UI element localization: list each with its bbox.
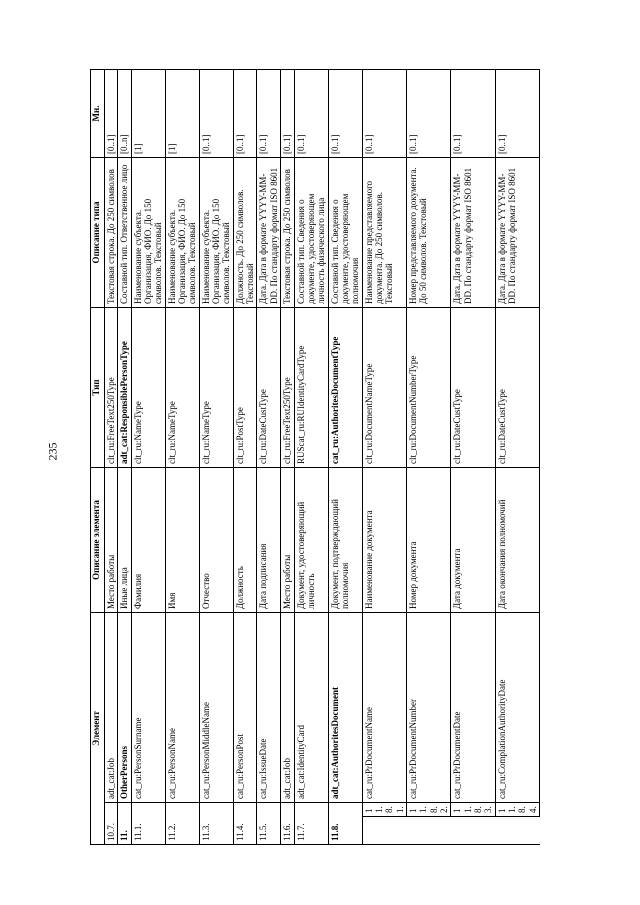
table-row [105, 69, 118, 844]
row-type: clt_ru:DocumentNumberType [406, 307, 450, 467]
table-row [495, 69, 539, 844]
rotated-table-container [90, 70, 540, 845]
row-type: clt_ru:NameType [165, 307, 199, 467]
row-element: adt_cat:IdentityCard [294, 612, 328, 802]
row-description: Дата окончания полномочий [495, 467, 539, 612]
row-number: 10.7. [105, 803, 118, 845]
row-number: 11.6. [281, 803, 294, 845]
row-type-description: Должность. До 250 символов. Текстовый [233, 157, 257, 307]
table-row [165, 69, 199, 844]
row-multiplicity: [0..1] [233, 69, 257, 157]
row-number: 11.8.1. [362, 803, 406, 817]
row-element: cat_ru:ComplationAuthorityDate [495, 612, 539, 802]
row-multiplicity: [0..1] [281, 69, 294, 157]
table-row [199, 69, 233, 844]
row-number: 11.4. [233, 803, 257, 845]
row-number: 11.8.2. [406, 803, 450, 817]
row-type-description: Текстовая строка. До 250 символов [105, 157, 118, 307]
row-type: clt_ru:PostType [233, 307, 257, 467]
row-multiplicity: [0..1] [105, 69, 118, 157]
row-type: clt_ru:NameType [199, 307, 233, 467]
row-multiplicity: [0..1] [495, 69, 539, 157]
row-multiplicity: [0..1] [362, 69, 406, 157]
row-description: Должность [233, 467, 257, 612]
row-type-description: Наименование субъекта. Организация, ФИО. До 150 символов. Текстовый [131, 157, 165, 307]
row-description: Документ, подтверждающий полномочия [328, 467, 362, 612]
table-row [233, 69, 257, 844]
row-element: cat_ru:PersonSurname [131, 612, 165, 802]
row-element: adt_cat:Job [105, 612, 118, 802]
row-type-description: Наименование субъекта. Организация, ФИО. До 150 символов. Текстовый [199, 157, 233, 307]
row-type: clt_ru:DateCustType [495, 307, 539, 467]
table-row [118, 69, 131, 844]
row-multiplicity: [0..1] [328, 69, 362, 157]
row-number: 11.8. [328, 803, 362, 845]
row-type-description: Составной тип. Сведения о документе, удостоверяющем полномочия [328, 157, 362, 307]
row-number: 11.8.4. [495, 803, 539, 817]
row-element: adt_cat:Job [281, 612, 294, 802]
table-row [406, 69, 450, 844]
row-number: 11.3. [199, 803, 233, 845]
row-element: OtherPersons [118, 612, 131, 802]
row-type: clt_ru:NameType [131, 307, 165, 467]
row-number: 11.5. [257, 803, 281, 845]
table-row [362, 69, 406, 844]
row-type: clt_ru:DateCustType [257, 307, 281, 467]
header-multiplicity: Мн. [91, 69, 105, 157]
row-type-description: Дата. Дата в формате YYYY-MM-DD. По стандарту формат ISO 8601 [257, 157, 281, 307]
row-element: cat_ru:PrDocumentDate [451, 612, 495, 802]
row-number: 11.8.3. [451, 803, 495, 817]
row-type-description: Наименование субъекта. Организация, ФИО. До 150 символов. Текстовый [165, 157, 199, 307]
row-type: cat_ru:AuthoritesDocumentType [328, 307, 362, 467]
row-element: cat_ru:PersonPost [233, 612, 257, 802]
row-multiplicity: [0..1] [294, 69, 328, 157]
row-description: Документ, удостоверяющий личность [294, 467, 328, 612]
row-multiplicity: [0..1] [451, 69, 495, 157]
row-type: clt_ru:DateCustType [451, 307, 495, 467]
header-description: Описание элемента [91, 467, 105, 612]
row-type-description: Номер представляемого документа. До 50 символов. Текстовый [406, 157, 450, 307]
table-row [328, 69, 362, 844]
row-description: Фамилия [131, 467, 165, 612]
row-element: cat_ru:PersonMiddleName [199, 612, 233, 802]
table-row [257, 69, 281, 844]
row-number: 11.7. [294, 803, 328, 845]
row-type-description: Текстовая строка. До 250 символов [281, 157, 294, 307]
row-multiplicity: [1] [131, 69, 165, 157]
indent-cell [362, 817, 540, 845]
row-multiplicity: [0..n] [118, 69, 131, 157]
row-number: 11.2. [165, 803, 199, 845]
row-type-description: Дата. Дата в формате YYYY-MM-DD. По стандарту формат ISO 8601 [495, 157, 539, 307]
row-description: Наименование документа [362, 467, 406, 612]
row-type: clt_ru:FreeText250Type [281, 307, 294, 467]
row-element: cat_ru:PrDocumentNumber [406, 612, 450, 802]
row-type: RUScat_ru:RUIdentityCardType [294, 307, 328, 467]
row-type: clt_ru:DocumentNameType [362, 307, 406, 467]
header-type-description: Описание типа [91, 157, 105, 307]
row-type-description: Дата. Дата в формате YYYY-MM-DD. По стандарту формат ISO 8601 [451, 157, 495, 307]
row-type-description: Составной тип. Ответственное лицо [118, 157, 131, 307]
row-description: Имя [165, 467, 199, 612]
row-description: Отчество [199, 467, 233, 612]
row-description: Иные лица [118, 467, 131, 612]
schema-table [90, 69, 540, 845]
header-element: Элемент [91, 612, 105, 844]
row-description: Место работы [281, 467, 294, 612]
row-type-description: Составной тип. Сведения о документе, удостоверяющем личность физического лица [294, 157, 328, 307]
row-description: Номер документа [406, 467, 450, 612]
row-type-description: Наименование представляемого документа. До 250 символов. Текстовый [362, 157, 406, 307]
row-multiplicity: [0..1] [199, 69, 233, 157]
row-multiplicity: [1] [165, 69, 199, 157]
row-element: cat_ru:IssueDate [257, 612, 281, 802]
row-multiplicity: [0..1] [257, 69, 281, 157]
table-row [281, 69, 294, 844]
row-description: Место работы [105, 467, 118, 612]
row-element: adt_cat:AuthoritesDocument [328, 612, 362, 802]
row-element: cat_ru:PersonName [165, 612, 199, 802]
page-number: 235 [45, 442, 60, 461]
table-row [451, 69, 495, 844]
table-row [294, 69, 328, 844]
row-multiplicity: [0..1] [406, 69, 450, 157]
header-type: Тип [91, 307, 105, 467]
row-number: 11. [118, 803, 131, 845]
row-number: 11.1. [131, 803, 165, 845]
row-element: cat_ru:PrDocumentName [362, 612, 406, 802]
row-type: clt_ru:FreeText250Type [105, 307, 118, 467]
row-type: adt_cat:ResponsiblePersonType [118, 307, 131, 467]
table-header-row [91, 69, 105, 844]
row-description: Дата подписания [257, 467, 281, 612]
row-description: Дата документа [451, 467, 495, 612]
table-row [131, 69, 165, 844]
